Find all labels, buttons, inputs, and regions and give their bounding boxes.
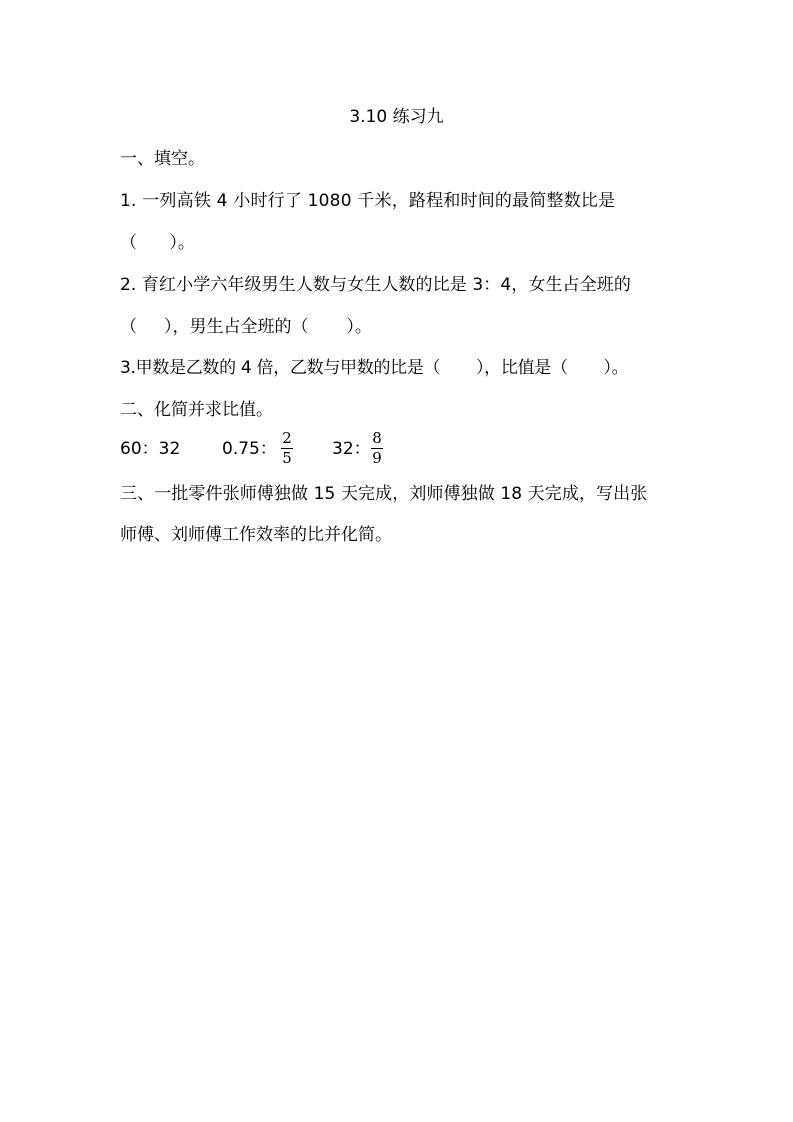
fraction-denominator: 5: [282, 449, 292, 467]
expression-32-prefix: 32：: [332, 439, 371, 459]
question1-line2: （ ）。: [120, 233, 195, 253]
fraction-numerator: 2: [282, 429, 292, 447]
question3-line: 3.甲数是乙数的 4 倍，乙数与甲数的比是（ ），比值是（ ）。: [120, 358, 629, 378]
question2-line1: 2. 育红小学六年级男生人数与女生人数的比是 3：4，女生占全班的: [120, 275, 631, 295]
section1-heading: 一、填空。: [120, 149, 205, 169]
question1-line1: 1. 一列高铁 4 小时行了 1080 千米，路程和时间的最简整数比是: [120, 191, 616, 211]
expression-075-prefix: 0.75：: [222, 439, 277, 459]
expression-60-32: 60：32: [120, 439, 181, 459]
question2-line2: （ ），男生占全班的（ ）。: [120, 317, 372, 337]
fraction-numerator: 8: [372, 429, 382, 447]
section3-line1: 三、一批零件张师傅独做 15 天完成，刘师傅独做 18 天完成，写出张: [120, 484, 648, 504]
section2-heading: 二、化简并求比值。: [120, 400, 273, 420]
section3-line2: 师傅、刘师傅工作效率的比并化简。: [120, 525, 392, 545]
page-title: 3.10 练习九: [349, 107, 444, 127]
fraction-denominator: 9: [372, 449, 382, 467]
